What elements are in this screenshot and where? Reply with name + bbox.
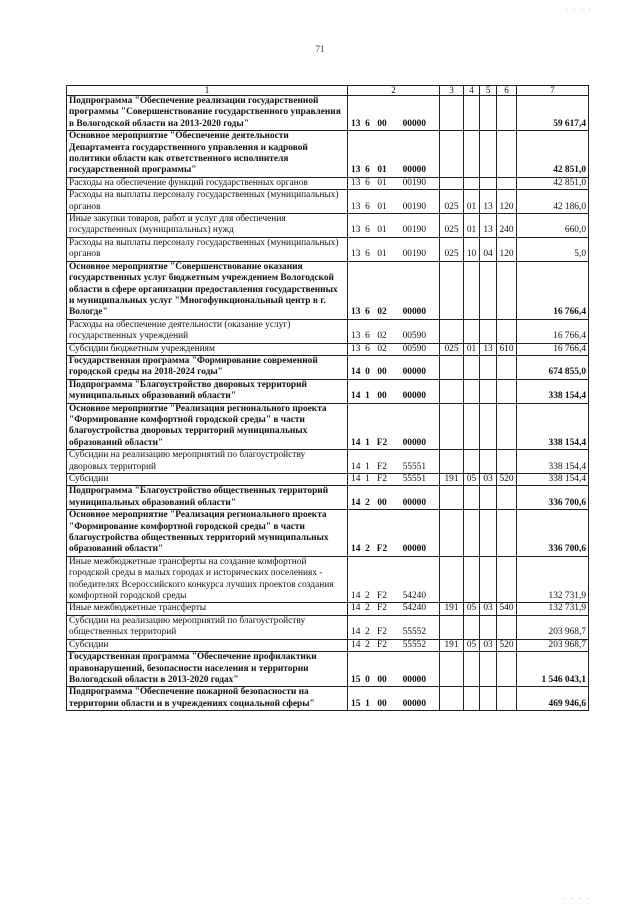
- col4-cell: [464, 96, 480, 131]
- col6-cell: [497, 403, 517, 450]
- code-part: F2: [377, 603, 387, 614]
- col5-cell: [480, 96, 497, 131]
- col6-cell: [497, 261, 517, 319]
- amount-cell: 203 968,7: [517, 639, 589, 651]
- amount-cell: 469 946,6: [517, 687, 589, 711]
- col3-cell: [440, 403, 464, 450]
- col3-cell: [440, 319, 464, 343]
- col3-cell: 191: [440, 639, 464, 651]
- col4-cell: [464, 355, 480, 379]
- col4-cell: [464, 486, 480, 510]
- amount-cell: 42 851,0: [517, 131, 589, 178]
- amount-cell: 336 700,6: [517, 486, 589, 510]
- col4-cell: [464, 177, 480, 189]
- code-part: 6: [365, 201, 370, 212]
- row-name: Подпрограмма "Благоустройство дворовых территорий муниципальных образований области": [67, 379, 348, 403]
- code-part: 1: [365, 461, 370, 472]
- code-part: F2: [376, 544, 388, 555]
- code-part: 00190: [402, 177, 426, 188]
- code-part: 6: [365, 343, 370, 354]
- code-part: 1: [365, 698, 370, 709]
- col4-cell: [464, 450, 480, 474]
- code-part: 01: [377, 177, 387, 188]
- header-cell: 2: [348, 86, 440, 96]
- code-part: 2: [365, 603, 370, 614]
- row-name: Расходы на обеспечение деятельности (оказание услуг) государственных учреждений: [67, 319, 348, 343]
- row-name: Государственная программа "Формирование современной городской среды на 2018-2024 годы": [67, 355, 348, 379]
- code-part: 6: [365, 165, 370, 176]
- code-part: 00000: [402, 118, 426, 129]
- col5-cell: [480, 486, 497, 510]
- col6-cell: [497, 355, 517, 379]
- amount-cell: 660,0: [517, 214, 589, 238]
- code-part: 01: [377, 225, 387, 236]
- row-name: Иные закупки товаров, работ и услуг для обеспечения государственных (муниципальных) нужд: [67, 214, 348, 238]
- col5-cell: [480, 556, 497, 603]
- code-part: 00000: [402, 367, 426, 378]
- code-part: 1: [365, 391, 370, 402]
- code-cell: [348, 474, 440, 486]
- code-part: 14: [351, 367, 361, 378]
- code-cell: [348, 343, 440, 355]
- code-cell: [348, 510, 440, 557]
- col4-cell: [464, 687, 480, 711]
- amount-cell: 132 731,9: [517, 603, 589, 615]
- code-part: 02: [377, 331, 387, 342]
- col6-cell: [497, 510, 517, 557]
- col6-cell: [497, 615, 517, 639]
- col6-cell: [497, 177, 517, 189]
- code-part: 6: [365, 249, 370, 260]
- col4-cell: [464, 261, 480, 319]
- code-part: 6: [365, 331, 370, 342]
- col3-cell: [440, 510, 464, 557]
- code-cell: [348, 261, 440, 319]
- table-row: [67, 379, 589, 403]
- code-cell: [348, 214, 440, 238]
- row-name: Субсидии: [67, 639, 348, 651]
- table-row: [67, 355, 589, 379]
- code-part: 00000: [402, 674, 426, 685]
- col6-cell: [497, 131, 517, 178]
- code-part: 13: [351, 331, 361, 342]
- col4-cell: [464, 319, 480, 343]
- row-name: Расходы на выплаты персоналу государственных (муниципальных) органов: [67, 190, 348, 214]
- code-cell: [348, 131, 440, 178]
- code-part: 00000: [402, 698, 426, 709]
- col3-cell: [440, 450, 464, 474]
- code-cell: [348, 319, 440, 343]
- amount-cell: 338 154,4: [517, 450, 589, 474]
- amount-cell: 1 546 043,1: [517, 652, 589, 687]
- code-part: 55551: [402, 461, 426, 472]
- col5-cell: 13: [480, 214, 497, 238]
- col5-cell: 04: [480, 237, 497, 261]
- code-part: 14: [351, 591, 361, 602]
- code-part: 00000: [402, 307, 426, 318]
- code-cell: [348, 96, 440, 131]
- col6-cell: 520: [497, 474, 517, 486]
- col3-cell: [440, 177, 464, 189]
- col6-cell: [497, 96, 517, 131]
- code-cell: [348, 379, 440, 403]
- amount-cell: 16 766,4: [517, 261, 589, 319]
- code-part: F2: [377, 474, 387, 484]
- col4-cell: [464, 556, 480, 603]
- code-part: 6: [365, 307, 370, 318]
- code-part: F2: [377, 639, 387, 650]
- code-part: 14: [351, 474, 361, 484]
- col4-cell: [464, 652, 480, 687]
- col3-cell: [440, 355, 464, 379]
- header-cell: 3: [440, 86, 464, 96]
- code-part: 00: [377, 674, 387, 685]
- table-row: [67, 214, 589, 238]
- amount-cell: 16 766,4: [517, 343, 589, 355]
- row-name: Основное мероприятие "Совершенствование оказания государственных услуг бюджетным учреждением Вологодской области в сфере организации предоставления государственных и муниципальных услуг "Многофункциональный центр в г. Вологде": [67, 261, 348, 319]
- header-cell: 4: [464, 86, 480, 96]
- code-part: 55552: [402, 627, 426, 638]
- col5-cell: [480, 450, 497, 474]
- row-name: Расходы на обеспечение функций государственных органов: [67, 177, 348, 189]
- row-name: Субсидии на реализацию мероприятий по благоустройству дворовых территорий: [67, 450, 348, 474]
- row-name: Иные межбюджетные трансферты на создание комфортной городской среды в малых городах и исторических поселениях - победителях Всероссийского конкурса лучших проектов создания комфортной городской среды: [67, 556, 348, 603]
- col3-cell: [440, 261, 464, 319]
- code-part: 15: [351, 698, 361, 709]
- col5-cell: [480, 355, 497, 379]
- table-row: [67, 556, 589, 603]
- header-cell: 5: [480, 86, 497, 96]
- code-part: 00000: [402, 544, 426, 555]
- amount-cell: 5,0: [517, 237, 589, 261]
- col3-cell: 191: [440, 603, 464, 615]
- code-part: 14: [351, 497, 361, 508]
- row-name: Государственная программа "Обеспечение профилактики правонарушений, безопасности населения и территории Вологодской области в 2013-2020 годах": [67, 652, 348, 687]
- code-part: 13: [351, 343, 361, 354]
- code-part: 13: [351, 177, 361, 188]
- amount-cell: 16 766,4: [517, 319, 589, 343]
- code-cell: [348, 615, 440, 639]
- col5-cell: [480, 131, 497, 178]
- code-cell: [348, 190, 440, 214]
- col4-cell: 05: [464, 639, 480, 651]
- code-cell: [348, 652, 440, 687]
- col4-cell: [464, 131, 480, 178]
- scan-mark: . . . .: [566, 4, 593, 12]
- row-name: Подпрограмма "Обеспечение пожарной безопасности на территории области и в учреждениях социальной сферы": [67, 687, 348, 711]
- col6-cell: 120: [497, 237, 517, 261]
- code-part: 00: [377, 367, 387, 378]
- col6-cell: 120: [497, 190, 517, 214]
- table-row: [67, 190, 589, 214]
- amount-cell: 132 731,9: [517, 556, 589, 603]
- code-cell: [348, 687, 440, 711]
- code-part: 55552: [402, 639, 426, 650]
- header-cell: 1: [67, 86, 348, 96]
- code-part: 2: [365, 497, 370, 508]
- budget-table-wrap: [66, 85, 588, 711]
- table-row: [67, 652, 589, 687]
- code-part: 0: [365, 367, 370, 378]
- code-part: 14: [351, 391, 361, 402]
- table-body: [67, 96, 589, 711]
- code-part: 13: [351, 307, 361, 318]
- code-part: 00000: [402, 165, 426, 176]
- table-row: [67, 450, 589, 474]
- col3-cell: [440, 379, 464, 403]
- col3-cell: [440, 615, 464, 639]
- col4-cell: 05: [464, 474, 480, 486]
- amount-cell: 42 186,0: [517, 190, 589, 214]
- code-part: 14: [351, 639, 361, 650]
- row-name: Субсидии на реализацию мероприятий по благоустройству общественных территорий: [67, 615, 348, 639]
- code-part: 13: [351, 225, 361, 236]
- col5-cell: 03: [480, 474, 497, 486]
- code-part: 13: [351, 165, 361, 176]
- col5-cell: [480, 261, 497, 319]
- row-name: Субсидии бюджетным учреждениям: [67, 343, 348, 355]
- table-row: [67, 639, 589, 651]
- row-name: Подпрограмма "Обеспечение реализации государственной программы "Совершенствование государственного управления в Вологодской области на 2013-2020 годы": [67, 96, 348, 131]
- code-part: 13: [351, 201, 361, 212]
- code-cell: [348, 603, 440, 615]
- code-part: 01: [377, 249, 387, 260]
- code-cell: [348, 486, 440, 510]
- code-part: 2: [365, 544, 370, 555]
- code-part: F2: [377, 461, 387, 472]
- code-part: 6: [365, 177, 370, 188]
- col5-cell: [480, 652, 497, 687]
- code-part: 14: [351, 544, 361, 555]
- amount-cell: 336 700,6: [517, 510, 589, 557]
- code-part: 00: [377, 497, 387, 508]
- code-cell: [348, 403, 440, 450]
- row-name: Расходы на выплаты персоналу государственных (муниципальных) органов: [67, 237, 348, 261]
- col5-cell: 13: [480, 190, 497, 214]
- table-row: [67, 177, 589, 189]
- code-part: 6: [365, 225, 370, 236]
- col3-cell: [440, 131, 464, 178]
- col5-cell: 03: [480, 639, 497, 651]
- table-row: [67, 319, 589, 343]
- col6-cell: 540: [497, 603, 517, 615]
- amount-cell: 674 855,0: [517, 355, 589, 379]
- col3-cell: [440, 652, 464, 687]
- col4-cell: [464, 510, 480, 557]
- col3-cell: 025: [440, 190, 464, 214]
- col6-cell: [497, 379, 517, 403]
- row-name: Иные межбюджетные трансферты: [67, 603, 348, 615]
- row-name: Основное мероприятие "Реализация регионального проекта "Формирование комфортной городской среды" в части благоустройства общественных территорий муниципальных образований области": [67, 510, 348, 557]
- amount-cell: 42 851,0: [517, 177, 589, 189]
- amount-cell: 203 968,7: [517, 615, 589, 639]
- col4-cell: 05: [464, 603, 480, 615]
- col3-cell: [440, 96, 464, 131]
- budget-table: [66, 85, 589, 711]
- col5-cell: 13: [480, 343, 497, 355]
- code-cell: [348, 355, 440, 379]
- code-part: 00: [377, 698, 387, 709]
- col6-cell: 610: [497, 343, 517, 355]
- table-row: [67, 261, 589, 319]
- col6-cell: 240: [497, 214, 517, 238]
- col6-cell: [497, 556, 517, 603]
- col3-cell: [440, 486, 464, 510]
- code-part: 1: [365, 474, 370, 484]
- col6-cell: [497, 319, 517, 343]
- code-part: 2: [365, 627, 370, 638]
- code-part: 2: [365, 591, 370, 602]
- row-name: Основное мероприятие "Реализация регионального проекта "Формирование комфортной городской среды" в части благоустройства дворовых территорий муниципальных образований области": [67, 403, 348, 450]
- code-part: 55551: [402, 474, 426, 484]
- table-row: [67, 510, 589, 557]
- code-part: 2: [365, 639, 370, 650]
- table-row: [67, 474, 589, 486]
- table-row: [67, 96, 589, 131]
- col4-cell: [464, 403, 480, 450]
- code-cell: [348, 556, 440, 603]
- col6-cell: 520: [497, 639, 517, 651]
- table-row: [67, 403, 589, 450]
- code-part: 00: [377, 391, 387, 402]
- code-part: 14: [351, 603, 361, 614]
- col4-cell: [464, 615, 480, 639]
- code-part: 00: [377, 118, 387, 129]
- row-name: Подпрограмма "Благоустройство общественных территорий муниципальных образований области": [67, 486, 348, 510]
- code-part: 14: [351, 437, 361, 448]
- code-part: 00190: [402, 201, 426, 212]
- col5-cell: [480, 319, 497, 343]
- header-cell: 6: [497, 86, 517, 96]
- code-part: 00190: [402, 249, 426, 260]
- code-part: 00000: [402, 437, 426, 448]
- code-part: 1: [365, 437, 370, 448]
- col5-cell: [480, 403, 497, 450]
- code-part: 13: [351, 118, 361, 129]
- col5-cell: [480, 177, 497, 189]
- col4-cell: [464, 379, 480, 403]
- code-part: 15: [351, 674, 361, 685]
- code-cell: [348, 237, 440, 261]
- code-part: 54240: [402, 603, 426, 614]
- code-part: 00590: [402, 331, 426, 342]
- col5-cell: [480, 615, 497, 639]
- page-number: 71: [315, 44, 325, 54]
- code-part: 14: [351, 627, 361, 638]
- col6-cell: [497, 687, 517, 711]
- row-name: Основное мероприятие "Обеспечение деятельности Департамента государственного управления и кадровой политики области как ответственного исполнителя государственной программы": [67, 131, 348, 178]
- scan-mark: . . . .: [564, 893, 591, 901]
- code-part: 6: [365, 118, 370, 129]
- code-part: 01: [377, 201, 387, 212]
- table-row: [67, 687, 589, 711]
- row-name: Субсидии: [67, 474, 348, 486]
- code-part: 01: [377, 165, 387, 176]
- col3-cell: [440, 556, 464, 603]
- col4-cell: 01: [464, 343, 480, 355]
- col3-cell: 191: [440, 474, 464, 486]
- code-cell: [348, 639, 440, 651]
- col3-cell: [440, 687, 464, 711]
- amount-cell: 338 154,4: [517, 474, 589, 486]
- header-cell: 7: [517, 86, 589, 96]
- col5-cell: [480, 510, 497, 557]
- col4-cell: 10: [464, 237, 480, 261]
- col6-cell: [497, 450, 517, 474]
- table-row: [67, 131, 589, 178]
- col3-cell: 025: [440, 343, 464, 355]
- table-row: [67, 615, 589, 639]
- code-part: 00000: [402, 391, 426, 402]
- code-part: F2: [377, 627, 387, 638]
- col5-cell: [480, 379, 497, 403]
- code-part: 02: [377, 307, 387, 318]
- code-part: 02: [377, 343, 387, 354]
- code-cell: [348, 450, 440, 474]
- code-part: 54240: [402, 591, 426, 602]
- col6-cell: [497, 486, 517, 510]
- code-part: F2: [377, 591, 387, 602]
- col5-cell: [480, 687, 497, 711]
- table-row: [67, 343, 589, 355]
- code-part: 0: [365, 674, 370, 685]
- amount-cell: 338 154,4: [517, 379, 589, 403]
- col4-cell: 01: [464, 190, 480, 214]
- table-row: [67, 486, 589, 510]
- col4-cell: 01: [464, 214, 480, 238]
- col6-cell: [497, 652, 517, 687]
- code-part: 00590: [402, 343, 426, 354]
- code-part: F2: [376, 437, 388, 448]
- code-part: 14: [351, 461, 361, 472]
- col3-cell: 025: [440, 237, 464, 261]
- code-cell: [348, 177, 440, 189]
- code-part: 00000: [402, 497, 426, 508]
- table-row: [67, 603, 589, 615]
- code-part: 13: [351, 249, 361, 260]
- amount-cell: 338 154,4: [517, 403, 589, 450]
- amount-cell: 59 617,4: [517, 96, 589, 131]
- header-row: [67, 86, 589, 96]
- code-part: 00190: [402, 225, 426, 236]
- col3-cell: 025: [440, 214, 464, 238]
- col5-cell: 03: [480, 603, 497, 615]
- table-row: [67, 237, 589, 261]
